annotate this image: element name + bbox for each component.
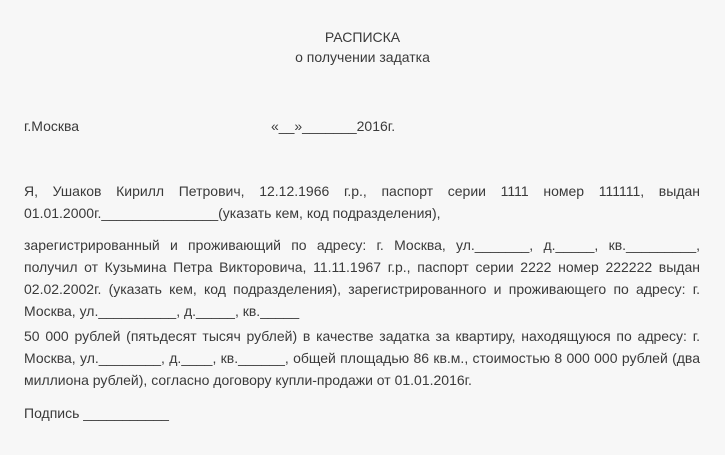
document-subtitle: о получении задатка xyxy=(295,49,430,65)
paragraph-receiver: Я, Ушаков Кирилл Петрович, 12.12.1966 г.р., паспорт серии 1111 номер 111111, выдан 01.01.2000г._______________(указать кем, код подразделения), xyxy=(24,183,700,221)
date-field: «__»_______2016г. xyxy=(271,118,396,134)
city-label: г.Москва xyxy=(24,118,80,134)
signature-line: Подпись ___________ xyxy=(24,405,169,421)
document-title: РАСПИСКА xyxy=(324,29,401,45)
paragraph-amount: 50 000 рублей (пятьдесят тысяч рублей) в качестве задатка за квартиру, находящуюся по адресу: г. Москва, ул.________, д.____, кв.______, общей площадью 86 кв.м., стоимостью 8 000 000 рублей (два миллиона рублей), согласно договору купли-продажи от 01.01.2016г. xyxy=(24,328,700,388)
paragraph-registration: зарегистрированный и проживающий по адресу: г. Москва, ул._______, д._____, кв._________, получил от Кузьмина Петра Викторовича, 11.11.1967 г.р., паспорт серии 2222 номер 222222 выдан 02.02.2002г. (указать кем, код подразделения), зарегистрированного и проживающего по адресу: г. Москва, ул.__________, д._____, кв._____ xyxy=(24,237,700,319)
